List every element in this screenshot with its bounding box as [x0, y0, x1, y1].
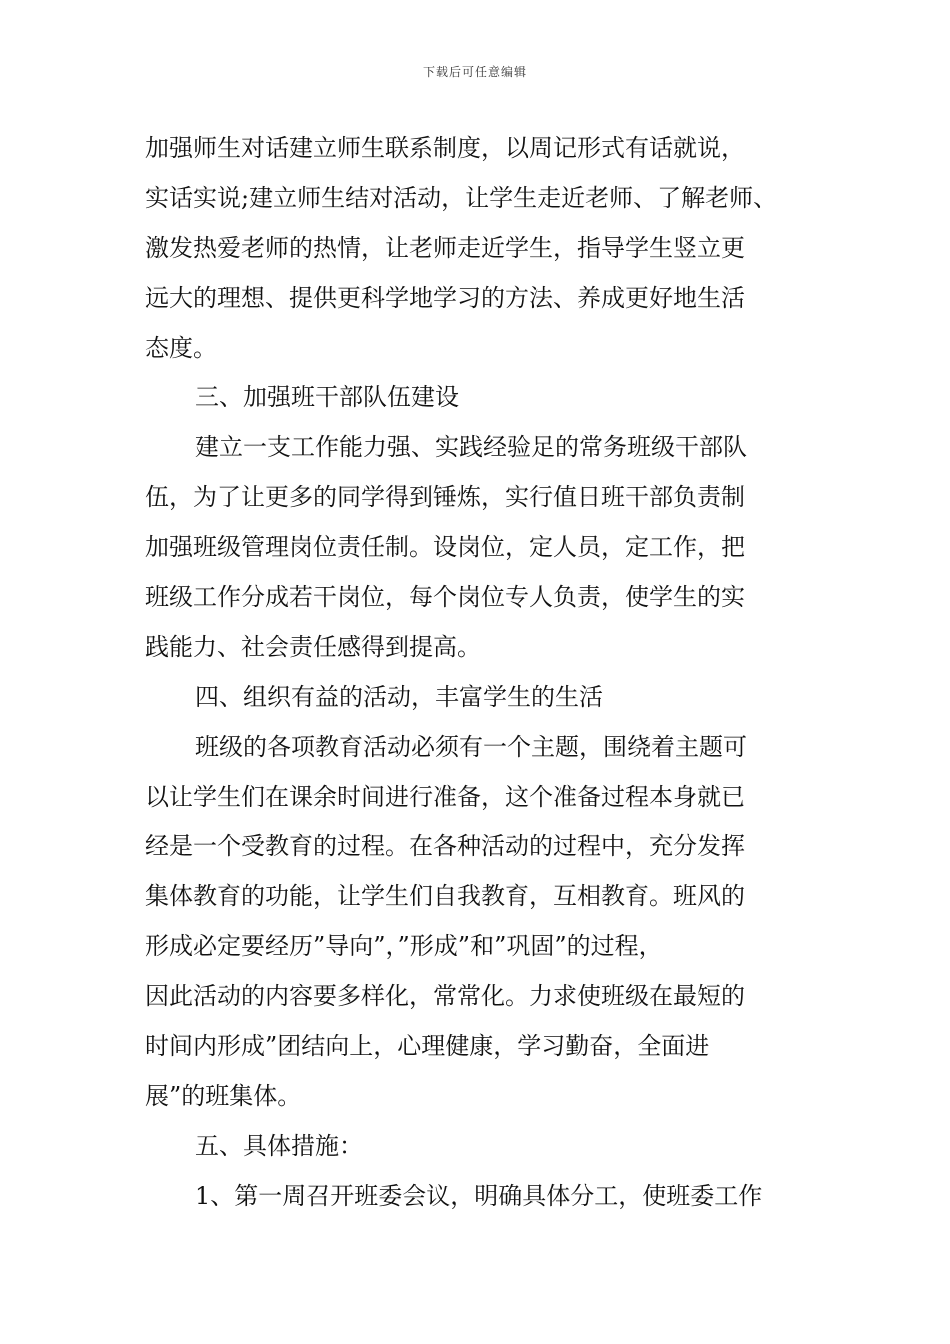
text-line: 经是一个受教育的过程。在各种活动的过程中，充分发挥	[145, 832, 745, 861]
text-line: 班级工作分成若干岗位，每个岗位专人负责，使学生的实	[145, 583, 745, 612]
text-line: 班级的各项教育活动必须有一个主题，围绕着主题可	[195, 732, 747, 761]
text-line: 五、具体措施：	[195, 1131, 363, 1160]
text-line: 激发热爱老师的热情，让老师走近学生，指导学生竖立更	[145, 233, 745, 262]
text-line: 时间内形成”团结向上，心理健康，学习勤奋，全面进	[145, 1032, 710, 1061]
text-line: 以让学生们在课余时间进行准备，这个准备过程本身就已	[145, 782, 745, 811]
text-line: 践能力、社会责任感得到提高。	[145, 632, 481, 661]
text-line: 加强班级管理岗位责任制。设岗位，定人员，定工作，把	[145, 533, 745, 562]
text-line: 三、加强班干部队伍建设	[195, 383, 459, 412]
text-line: 因此活动的内容要多样化，常常化。力求使班级在最短的	[145, 982, 745, 1011]
text-line: 1、第一周召开班委会议，明确具体分工，使班委工作	[195, 1181, 763, 1210]
text-line: 伍，为了让更多的同学得到锤炼，实行值日班干部负责制	[145, 483, 745, 512]
text-line: 建立一支工作能力强、实践经验足的常务班级干部队	[195, 433, 747, 462]
text-line: 形成必定要经历”导向”，”形成”和”巩固”的过程，	[145, 932, 663, 961]
text-line: 集体教育的功能，让学生们自我教育，互相教育。班风的	[145, 882, 745, 911]
document-body	[145, 124, 815, 1222]
text-line: 展”的班集体。	[145, 1081, 302, 1110]
text-line: 加强师生对话建立师生联系制度，以周记形式有话就说，	[145, 134, 745, 162]
text-line: 远大的理想、提供更科学地学习的方法、养成更好地生活	[145, 283, 745, 312]
page-header: 下载后可任意编辑	[422, 65, 527, 79]
text-line: 四、组织有益的活动，丰富学生的生活	[195, 682, 603, 711]
text-line: 实话实说;建立师生结对活动，让学生走近老师、了解老师、	[145, 183, 778, 212]
text-line: 态度。	[145, 333, 217, 362]
